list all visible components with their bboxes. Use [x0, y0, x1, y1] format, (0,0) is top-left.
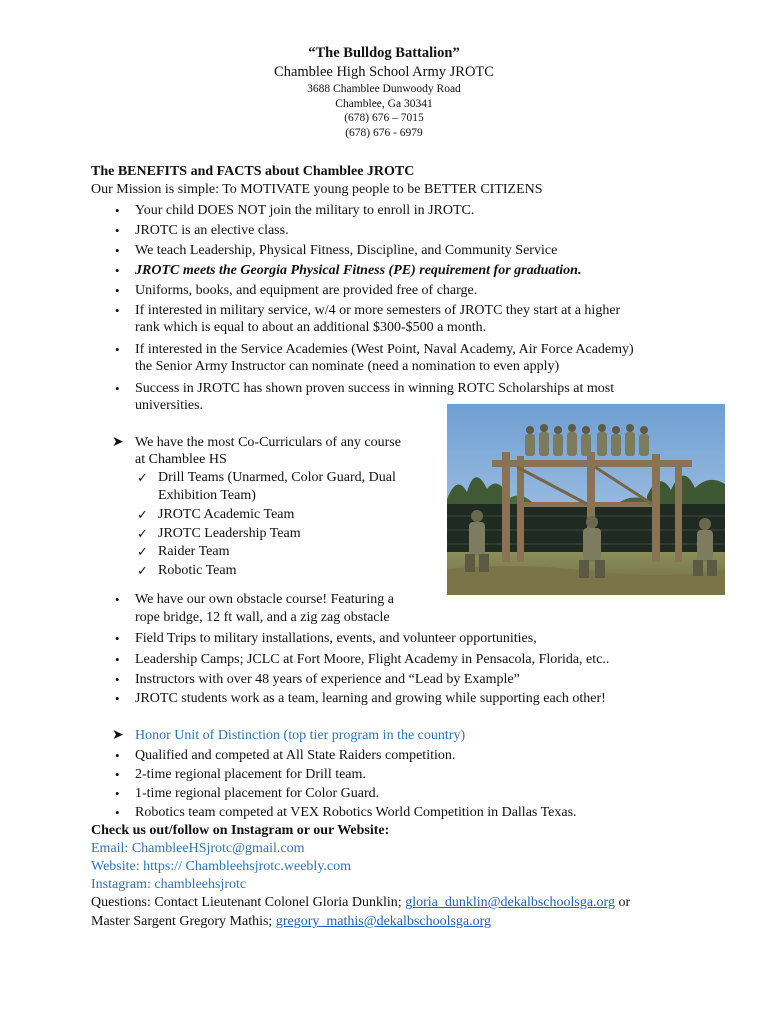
bullet-dot	[115, 341, 120, 359]
obstacle-line-2: rope bridge, 12 ft wall, and a zig zag obstacle	[135, 610, 390, 625]
honor-heading: Honor Unit of Distinction (top tier program in the country)	[135, 728, 466, 743]
cocurricular-line-2: at Chamblee HS	[135, 452, 227, 467]
check-icon: ✓	[137, 470, 148, 485]
questions-line-2	[91, 913, 491, 931]
team-drill-line-1: Drill Teams (Unarmed, Color Guard, Dual	[158, 470, 396, 485]
contact-heading: Check us out/follow on Instagram or our Website:	[91, 823, 390, 838]
team-drill-line-2: Exhibition Team)	[158, 488, 256, 503]
check-icon: ✓	[137, 544, 148, 559]
more-item: Instructors with over 48 years of experience and “Lead by Example”	[135, 672, 520, 687]
benefit-item: We teach Leadership, Physical Fitness, Discipline, and Community Service	[135, 243, 558, 258]
check-icon: ✓	[137, 526, 148, 541]
benefits-heading: The BENEFITS and FACTS about Chamblee JROTC	[91, 164, 415, 179]
address-line-2: Chamblee, Ga 30341	[335, 98, 433, 110]
benefit-academies-line-1: If interested in the Service Academies (West Point, Naval Academy, Air Force Academy)	[135, 342, 634, 357]
benefit-item: Your child DOES NOT join the military to enroll in JROTC.	[135, 203, 475, 218]
contact-website[interactable]: Website: https:// Chambleehsjrotc.weebly.com	[91, 859, 352, 874]
honor-item: Robotics team competed at VEX Robotics World Competition in Dallas Texas.	[135, 805, 577, 820]
bullet-dot	[115, 804, 120, 822]
team-item: JROTC Academic Team	[158, 507, 295, 522]
honor-item: 1-time regional placement for Color Guard.	[135, 786, 380, 801]
doc-title: “The Bulldog Battalion”	[308, 45, 460, 61]
honor-item: 2-time regional placement for Drill team.	[135, 767, 366, 782]
more-item: JROTC students work as a team, learning and growing while supporting each other!	[135, 691, 606, 706]
address-line-1: 3688 Chamblee Dunwoody Road	[307, 83, 461, 95]
benefit-military-line-2: rank which is equal to about an additional $300-$500 a month.	[135, 320, 487, 335]
contact-instagram[interactable]: Instagram: chambleehsjrotc	[91, 877, 247, 892]
arrow-bullet-icon: ➤	[112, 728, 124, 743]
team-item: Robotic Team	[158, 563, 237, 578]
check-icon: ✓	[137, 563, 148, 578]
questions-text-2: Master Sargent Gregory Mathis;	[91, 914, 276, 929]
check-icon: ✓	[137, 507, 148, 522]
bullet-dot	[115, 591, 120, 609]
benefit-item-pe: JROTC meets the Georgia Physical Fitness (PE) requirement for graduation.	[135, 263, 582, 278]
bullet-dot	[115, 202, 120, 220]
bullet-dot	[115, 302, 120, 320]
bullet-dot	[115, 222, 120, 240]
school-name: Chamblee High School Army JROTC	[274, 64, 494, 80]
benefit-item: Uniforms, books, and equipment are provided free of charge.	[135, 283, 478, 298]
more-item: Field Trips to military installations, events, and volunteer opportunities,	[135, 631, 537, 646]
obstacle-line-1: We have our own obstacle course! Featuring a	[135, 592, 394, 607]
questions-line-1	[91, 894, 630, 912]
questions-text: Questions: Contact Lieutenant Colonel Gloria Dunklin;	[91, 895, 406, 910]
email-link-dunklin[interactable]: gloria_dunklin@dekalbschoolsga.org	[405, 895, 615, 910]
bullet-dot	[115, 690, 120, 708]
bullet-dot	[115, 262, 120, 280]
more-item: Leadership Camps; JCLC at Fort Moore, Flight Academy in Pensacola, Florida, etc..	[135, 652, 610, 667]
bullet-dot	[115, 766, 120, 784]
phone-2: (678) 676 - 6979	[345, 127, 423, 139]
bullet-dot	[115, 630, 120, 648]
team-item: JROTC Leadership Team	[158, 526, 301, 541]
benefit-academies-line-2: the Senior Army Instructor can nominate (need a nomination to even apply)	[135, 359, 560, 374]
contact-email[interactable]: Email: ChambleeHSjrotc@gmail.com	[91, 841, 305, 856]
bullet-dot	[115, 242, 120, 260]
email-link-mathis[interactable]: gregory_mathis@dekalbschoolsga.org	[275, 914, 492, 929]
bullet-dot	[115, 671, 120, 689]
benefit-item: JROTC is an elective class.	[135, 223, 289, 238]
bullet-dot	[115, 747, 120, 765]
benefit-military-line-1: If interested in military service, w/4 or more semesters of JROTC they start at a higher	[135, 303, 621, 318]
bullet-dot	[115, 380, 120, 398]
cadets-obstacle-photo	[447, 404, 725, 595]
cocurricular-line-1: We have the most Co-Curriculars of any course	[135, 435, 401, 450]
bullet-dot	[115, 282, 120, 300]
mission-statement: Our Mission is simple: To MOTIVATE young people to be BETTER CITIZENS	[91, 182, 543, 197]
or-text: or	[614, 895, 631, 910]
bullet-dot	[115, 651, 120, 669]
benefit-success-line-1: Success in JROTC has shown proven success in winning ROTC Scholarships at most	[135, 381, 615, 396]
team-item: Raider Team	[158, 544, 230, 559]
phone-1: (678) 676 – 7015	[344, 112, 424, 124]
honor-item: Qualified and competed at All State Raiders competition.	[135, 748, 456, 763]
bullet-dot	[115, 785, 120, 803]
arrow-bullet-icon: ➤	[112, 435, 124, 450]
benefit-success-line-2: universities.	[135, 398, 204, 413]
